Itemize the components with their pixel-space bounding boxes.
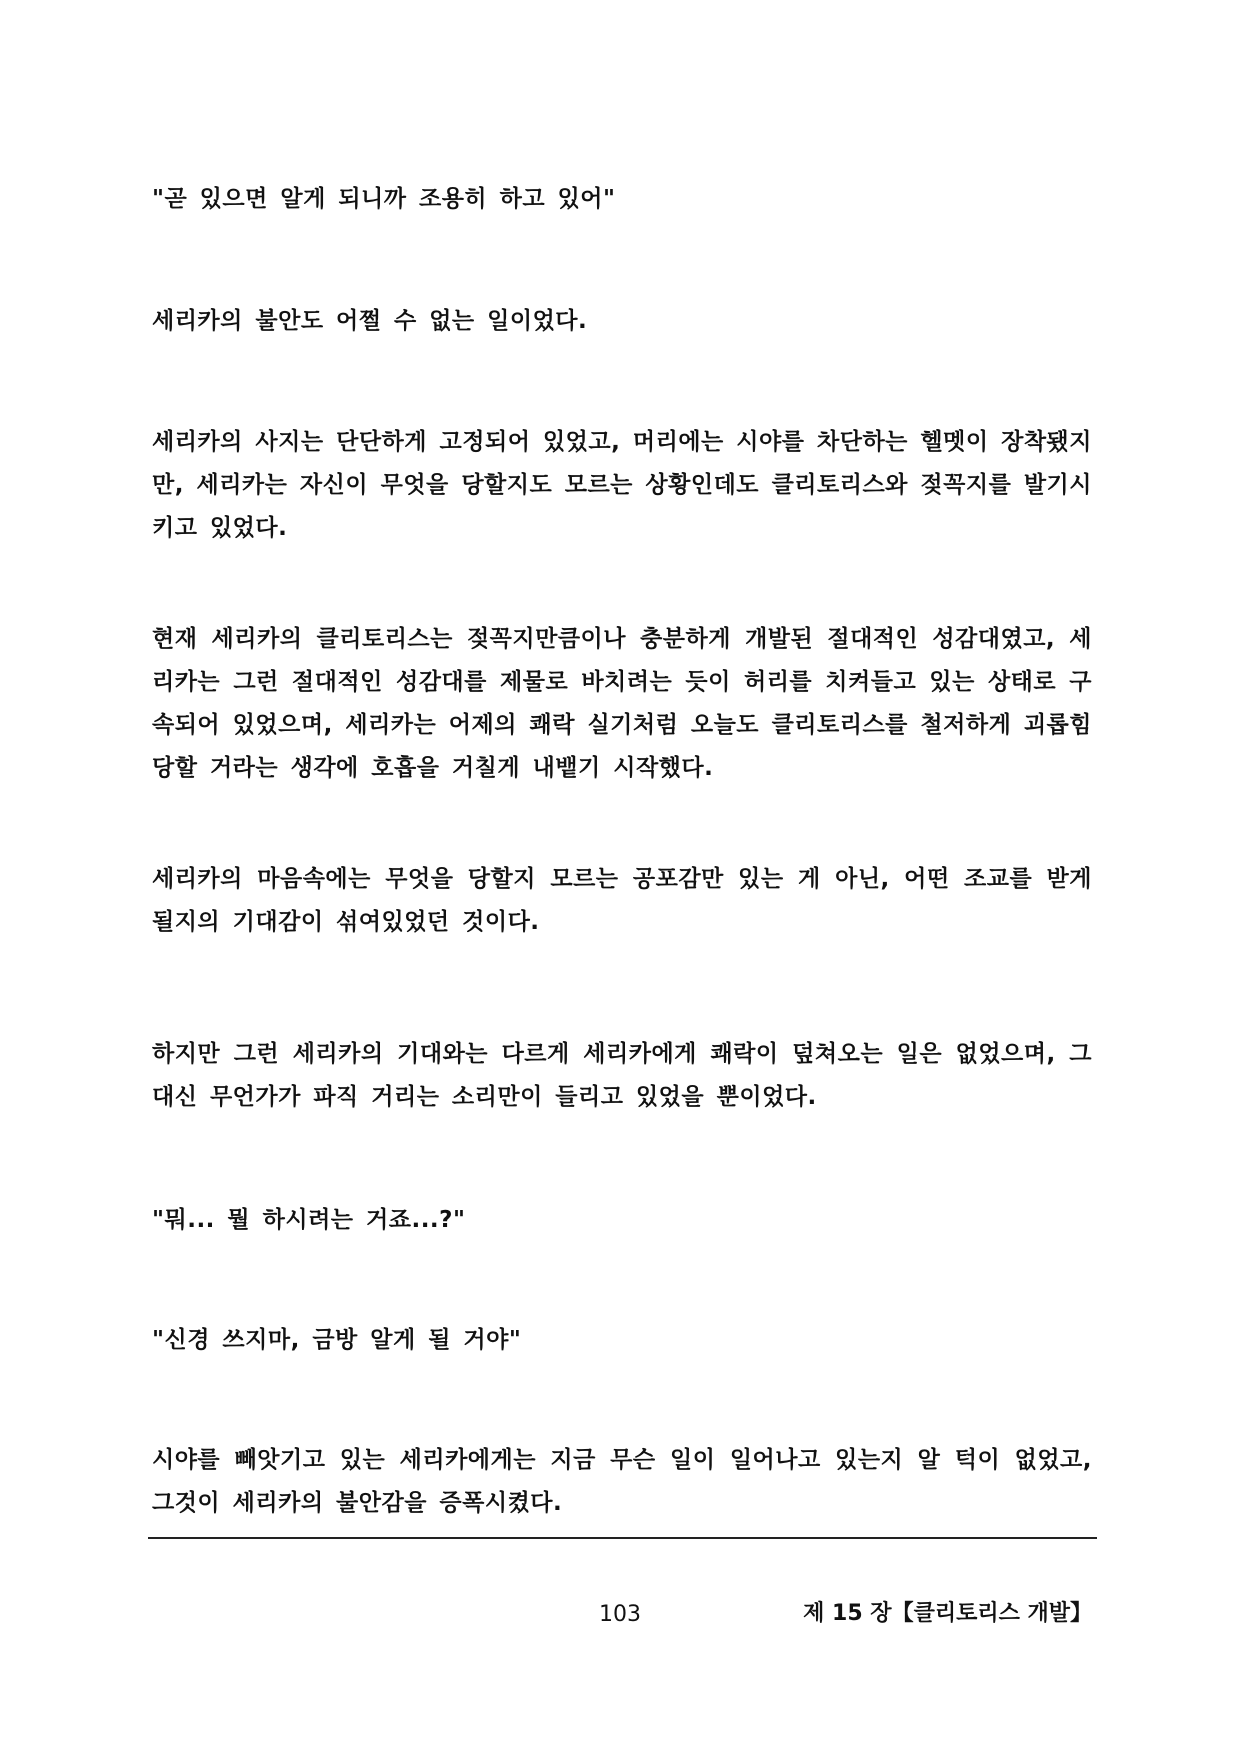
paragraph-6: 하지만 그런 세리카의 기대와는 다르게 세리카에게 쾌락이 덮쳐오는 일은 없었으며, 그 대신 무언가가 파직 거리는 소리만이 들리고 있었을 뿐이었다.: [152, 1041, 1092, 1110]
paragraph-2: 세리카의 불안도 어쩔 수 없는 일이었다.: [152, 308, 588, 334]
page-number: 103: [599, 1602, 641, 1627]
chapter-title: 제 15 장【클리토리스 개발】: [803, 1601, 1092, 1626]
paragraph-dialogue-8: "신경 쓰지마, 금방 알게 될 거야": [152, 1327, 522, 1353]
paragraph-9: 시야를 빼앗기고 있는 세리카에게는 지금 무슨 일이 일어나고 있는지 알 턱이 없었고, 그것이 세리카의 불안감을 증폭시켰다.: [152, 1447, 1092, 1516]
paragraph-dialogue-1: "곧 있으면 알게 되니까 조용히 하고 있어": [152, 186, 616, 212]
paragraph-4: 현재 세리카의 클리토리스는 젖꼭지만큼이나 충분하게 개발된 절대적인 성감대였고, 세리카는 그런 절대적인 성감대를 제물로 바치려는 듯이 허리를 치켜들고 있는 상태로 구속되어 있었으며, 세리카는 어제의 쾌락 실기처럼 오늘도 클리토리스를 철저하게 괴롭힘 당할 거라는 생각에 호흡을 거칠게 내뱉기 시작했다.: [152, 626, 1092, 781]
paragraph-3: 세리카의 사지는 단단하게 고정되어 있었고, 머리에는 시야를 차단하는 헬멧이 장착됐지만, 세리카는 자신이 무엇을 당할지도 모르는 상황인데도 클리토리스와 젖꼭지를 발기시키고 있었다.: [152, 429, 1092, 541]
footer-divider: [148, 1537, 1097, 1539]
paragraph-dialogue-7: "뭐... 뭘 하시려는 거죠...?": [152, 1207, 466, 1233]
paragraph-5: 세리카의 마음속에는 무엇을 당할지 모르는 공포감만 있는 게 아닌, 어떤 조교를 받게 될지의 기대감이 섞여있었던 것이다.: [152, 866, 1092, 935]
